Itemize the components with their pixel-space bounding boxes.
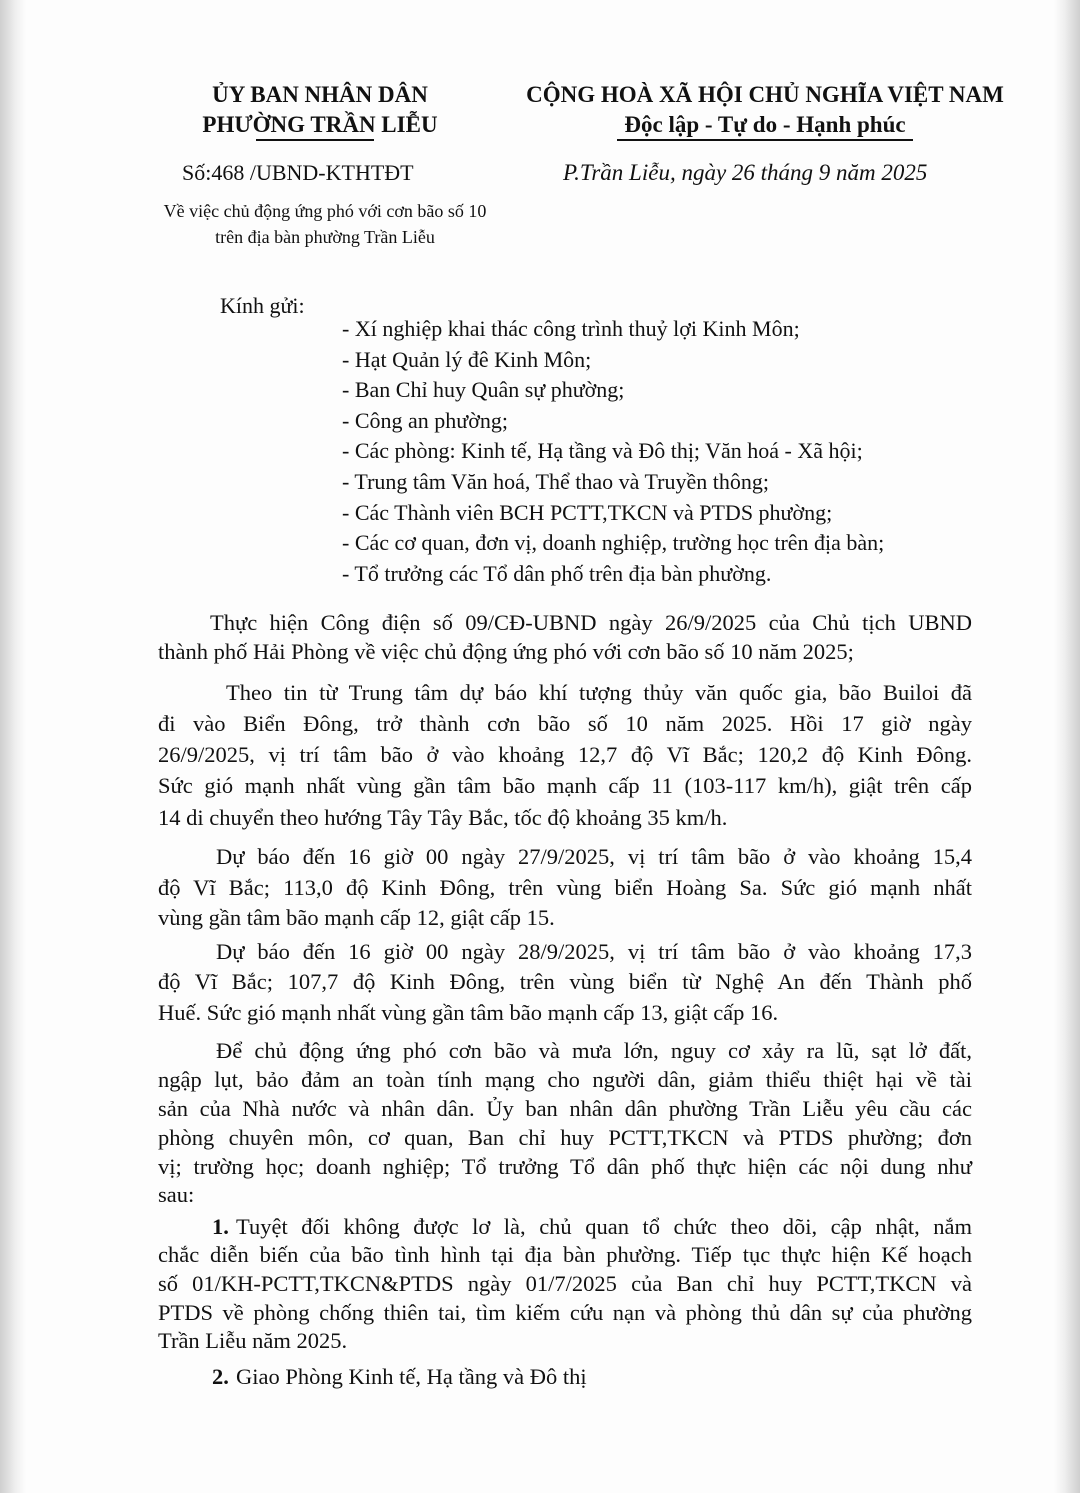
subject-line-1: Về việc chủ động ứng phó với cơn bão số 10 [163,201,487,221]
paragraph-2-line: Theo tin từ Trung tâm dự báo khí tượng thủy văn quốc gia, bão Builoi đã [226,680,972,705]
nation-line-1: CỘNG HOÀ XÃ HỘI CHỦ NGHĨA VIỆT NAM [526,82,1004,107]
agency-line-1: ỦY BAN NHÂN DÂN [212,82,428,107]
paragraph-4-line: độ Vĩ Bắc; 107,7 độ Kinh Đông, trên vùng biển từ Nghệ An đến Thành phố [158,969,972,994]
recipient-item: - Công an phường; [342,407,508,433]
agency-underline [256,139,374,141]
agency-header [160,80,480,140]
paragraph-5-line: phòng chuyên môn, cơ quan, Ban chỉ huy PCTT,TKCN và PTDS phường; đơn [158,1125,972,1150]
item-1-line: chắc diễn biến của bão tình hình tại địa bàn phường. Tiếp tục thực hiện Kế hoạch [158,1242,972,1267]
nation-line-2: Độc lập - Tự do - Hạnh phúc [624,112,906,137]
paragraph-2-line: đi vào Biển Đông, trở thành cơn bão số 10 năm 2025. Hồi 17 giờ ngày [158,711,972,736]
paragraph-2-line: 26/9/2025, vị trí tâm bão ở vào khoảng 12,7 độ Vĩ Bắc; 120,2 độ Kinh Đông. [158,742,972,767]
item-1-line: Tuyệt đối không được lơ là, chủ quan tổ chức theo dõi, cập nhật, nắm [236,1214,972,1239]
recipient-item: - Trung tâm Văn hoá, Thể thao và Truyền thông; [342,468,769,494]
recipients-list [342,314,884,589]
nation-header [500,80,1030,140]
paragraph-2-line: Sức gió mạnh nhất vùng gần tâm bão mạnh cấp 11 (103-117 km/h), giật trên cấp [158,773,972,798]
subject-line-2: trên địa bàn phường Trần Liễu [215,227,435,247]
recipient-item: - Hạt Quản lý đê Kinh Môn; [342,346,592,372]
paragraph-5-line: Để chủ động ứng phó cơn bão và mưa lớn, nguy cơ xảy ra lũ, sạt lở đất, [216,1038,972,1063]
paragraph-5-line: sau: [158,1182,195,1207]
recipient-item: - Ban Chỉ huy Quân sự phường; [342,377,625,403]
paragraph-3-line: độ Vĩ Bắc; 113,0 độ Kinh Đông, trên vùng biển Hoàng Sa. Sức gió mạnh nhất [158,875,972,900]
item-1-number: 1. [212,1214,229,1239]
paragraph-3-line: vùng gần tâm bão mạnh cấp 12, giật cấp 15. [158,905,555,930]
document-date: P.Trần Liễu, ngày 26 tháng 9 năm 2025 [563,160,928,185]
document-number: Số:468 /UBND-KTHTĐT [182,160,414,185]
paragraph-5-line: sản của Nhà nước và nhân dân. Ủy ban nhân dân phường Trần Liễu yêu cầu các [158,1096,972,1121]
item-1-line: Trần Liễu năm 2025. [158,1328,348,1353]
recipient-item: - Các cơ quan, đơn vị, doanh nghiệp, trường học trên địa bàn; [342,530,885,556]
paragraph-5-line: ngập lụt, bảo đảm an toàn tính mạng cho người dân, giảm thiểu thiệt hại về tài [158,1067,972,1092]
paragraph-3-line: Dự báo đến 16 giờ 00 ngày 27/9/2025, vị trí tâm bão ở vào khoảng 15,4 [216,844,972,869]
recipient-item: - Các Thành viên BCH PCTT,TKCN và PTDS phường; [342,499,833,525]
paragraph-2-line: 14 di chuyển theo hướng Tây Tây Bắc, tốc độ khoảng 35 km/h. [158,805,728,830]
recipient-item: - Các phòng: Kinh tế, Hạ tầng và Đô thị; Văn hoá - Xã hội; [342,438,863,464]
page-shadow-left [0,0,26,1493]
item-2-text: Giao Phòng Kinh tế, Hạ tầng và Đô thị [236,1364,587,1389]
paragraph-1-line: Thực hiện Công điện số 09/CĐ-UBND ngày 26/9/2025 của Chủ tịch UBND [210,610,972,635]
motto-underline [617,139,913,141]
page-shadow-right [1054,0,1080,1493]
item-1-line: số 01/KH-PCTT,TKCN&PTDS ngày 01/7/2025 của Ban chỉ huy PCTT,TKCN và [158,1271,972,1296]
paragraph-5-line: vị; trường học; doanh nghiệp; Tổ trưởng Tổ dân phố thực hiện các nội dung như [158,1154,972,1179]
document-subject [120,198,530,250]
item-2-number: 2. [212,1364,229,1389]
agency-line-2: PHƯỜNG TRẦN LIỄU [202,112,438,137]
paragraph-4-line: Dự báo đến 16 giờ 00 ngày 28/9/2025, vị trí tâm bão ở vào khoảng 17,3 [216,939,972,964]
paragraph-1-line: thành phố Hải Phòng về việc chủ động ứng phó với cơn bão số 10 năm 2025; [158,639,854,664]
recipient-item: - Xí nghiệp khai thác công trình thuỷ lợi Kinh Môn; [342,316,800,341]
item-1-line: PTDS về phòng chống thiên tai, tìm kiếm cứu nạn và phòng thủ dân sự của phường [158,1300,972,1325]
recipient-item: - Tổ trưởng các Tổ dân phố trên địa bàn phường. [342,560,772,586]
recipients-label: Kính gửi: [220,293,305,318]
paragraph-4-line: Huế. Sức gió mạnh nhất vùng gần tâm bão mạnh cấp 13, giật cấp 16. [158,1000,779,1025]
